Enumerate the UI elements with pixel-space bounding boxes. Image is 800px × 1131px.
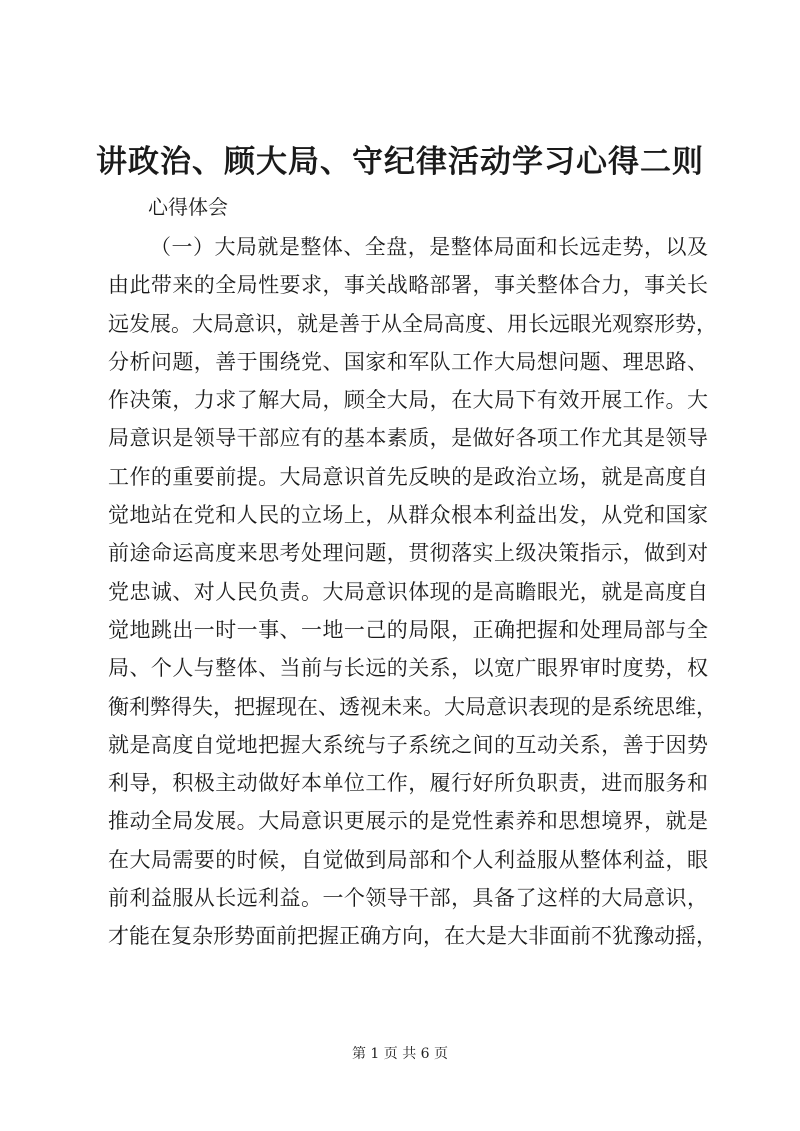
paragraph-line: 由此带来的全局性要求，事关战略部署，事关整体合力，事关长: [108, 273, 708, 298]
paragraph-line: 衡利弊得失，把握现在、透视未来。大局意识表现的是系统思维，: [108, 694, 717, 719]
document-category: 心得体会: [148, 195, 228, 219]
paragraph-line: 局、个人与整体、当前与长远的关系，以宽广眼界审时度势，权: [108, 656, 708, 681]
paragraph-line: 局意识是领导干部应有的基本素质，是做好各项工作尤其是领导: [108, 426, 708, 451]
paragraph: [108, 228, 717, 956]
paragraph-line: 远发展。大局意识，就是善于从全局高度、用长远眼光观察形势，: [108, 311, 717, 336]
paragraph-line: 就是高度自觉地把握大系统与子系统之间的互动关系，善于因势: [108, 732, 708, 757]
page-number: 第 1 页 共 6 页: [351, 1046, 449, 1062]
paragraph-line: 前途命运高度来思考处理问题，贯彻落实上级决策指示，做到对: [108, 541, 708, 566]
paragraph-line: 分析问题，善于围绕党、国家和军队工作大局想问题、理思路、: [108, 349, 708, 374]
paragraph-line: 才能在复杂形势面前把握正确方向，在大是大非面前不犹豫动摇，: [108, 924, 717, 949]
paragraph-line: 觉地站在党和人民的立场上，从群众根本利益出发，从党和国家: [108, 503, 708, 528]
paragraph-line: 工作的重要前提。大局意识首先反映的是政治立场，就是高度自: [108, 464, 708, 489]
paragraph-line: （一）大局就是整体、全盘，是整体局面和长远走势，以及: [150, 235, 708, 259]
paragraph-line: 作决策，力求了解大局，顾全大局，在大局下有效开展工作。大: [108, 388, 708, 413]
paragraph-line: 利导，积极主动做好本单位工作，履行好所负职责，进而服务和: [108, 771, 708, 796]
paragraph-line: 觉地跳出一时一事、一地一己的局限，正确把握和处理局部与全: [108, 617, 708, 642]
paragraph-line: 党忠诚、对人民负责。大局意识体现的是高瞻眼光，就是高度自: [108, 579, 708, 604]
paragraph-line: 前利益服从长远利益。一个领导干部，具备了这样的大局意识，: [108, 886, 708, 911]
paragraph-line: 推动全局发展。大局意识更展示的是党性素养和思想境界，就是: [108, 809, 708, 834]
document-title: 讲政治、顾大局、守纪律活动学习心得二则: [96, 144, 704, 180]
paragraph-line: 在大局需要的时候，自觉做到局部和个人利益服从整体利益，眼: [108, 847, 708, 872]
